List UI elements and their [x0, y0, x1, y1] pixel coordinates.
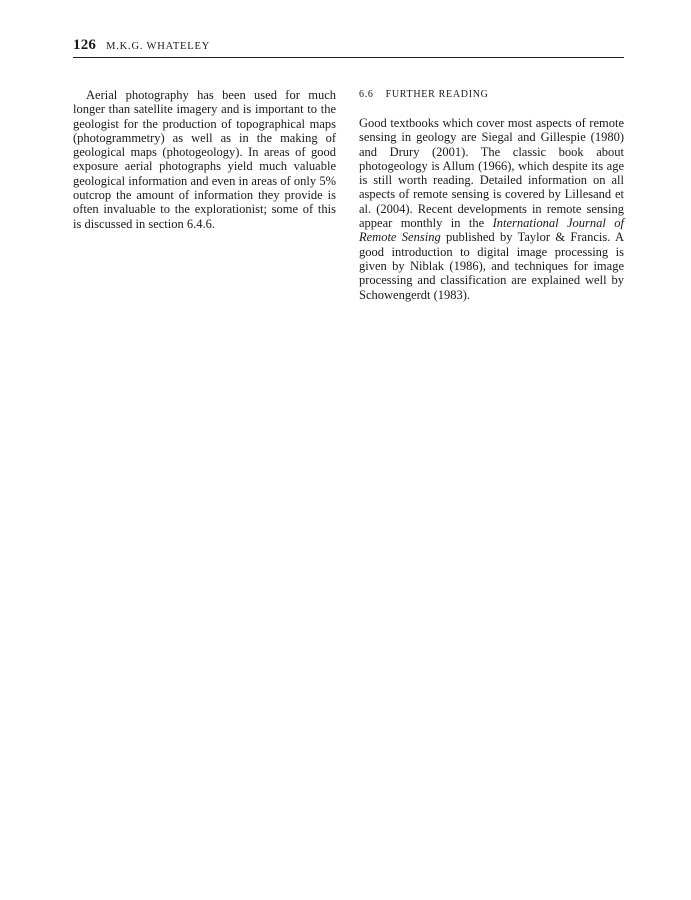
running-header — [73, 37, 624, 58]
body-paragraph-aerial-photography: Aerial photography has been used for much longer than satellite imagery and is important to the geologist for the production of topographical maps (photogrammetry) as well as in the making of geological maps (photogeology). In areas of good exposure aerial photographs yield much valuable geological information and even in areas of only 5% outcrop the amount of information they provide is often invaluable to the explorationist; some of this is discussed in section 6.4.6. — [73, 88, 336, 231]
journal-title: International Journal of Remote Sensing — [359, 216, 624, 245]
section-title: FURTHER READING — [385, 89, 489, 100]
running-head-author: M.K.G. WHATELEY — [106, 41, 211, 52]
left-column — [73, 88, 336, 231]
further-reading-text-part2: published by Taylor & Francis. A good introduction to digital image processing is given by Niblak (1986), and techniques for image processing and classification are explained well by Schowengerdt (1983). — [359, 230, 624, 302]
further-reading-text-part1: Good textbooks which cover most aspects of remote sensing in geology are Siegal and Gillespie (1980) and Drury (2001). The classic book about photogeology is Allum (1966), which despite its age is still worth reading. Detailed information on all aspects of remote sensing is covered by Lillesand et al. (2004). Recent developments in remote sensing appear monthly in the — [359, 116, 624, 231]
right-column — [359, 88, 624, 302]
section-number: 6.6 — [359, 89, 374, 100]
section-heading — [359, 88, 624, 102]
page-number: 126 — [73, 37, 97, 53]
body-paragraph-further-reading — [359, 116, 624, 302]
